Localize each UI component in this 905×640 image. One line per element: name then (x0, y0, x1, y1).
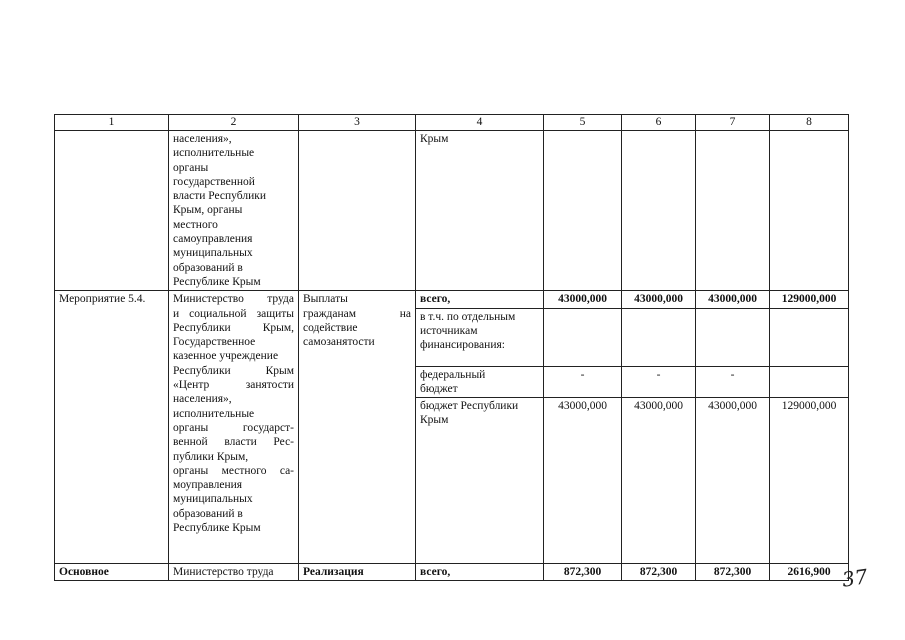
sources-value-8 (770, 308, 849, 366)
cont-col8 (770, 131, 849, 291)
cont-col7 (696, 131, 770, 291)
cont-exec-line: власти Республики (173, 190, 266, 203)
federal-value-7: - (696, 366, 770, 398)
regional-value-6: 43000,000 (622, 398, 696, 564)
budget-table (54, 114, 849, 581)
exec-line: органы государст- (173, 421, 294, 434)
cont-exec-line: населения», (173, 133, 232, 145)
federal-label (416, 366, 544, 398)
exec-line: образований в (173, 507, 243, 520)
main-value-6: 872,300 (622, 564, 696, 581)
federal-value-5: - (544, 366, 622, 398)
sources-line: финансирования: (420, 339, 505, 352)
desc-line: Выплаты (303, 293, 348, 306)
cont-col6 (622, 131, 696, 291)
exec-line: муниципальных (173, 493, 253, 506)
regional-value-7: 43000,000 (696, 398, 770, 564)
exec-line: населения», (173, 393, 232, 406)
total-value-8: 129000,000 (770, 291, 849, 308)
desc-line: самозанятости (303, 336, 375, 349)
main-value-7: 872,300 (696, 564, 770, 581)
exec-line: и социальной защиты (173, 307, 294, 320)
header-col-2: 2 (169, 115, 299, 131)
header-col-1: 1 (55, 115, 169, 131)
regional-label (416, 398, 544, 564)
exec-line: исполнительные (173, 407, 255, 420)
main-total-label: всего, (416, 564, 544, 581)
cont-exec-line: Республике Крым (173, 275, 261, 288)
cont-exec-line: муниципальных (173, 247, 253, 260)
exec-line: Республике Крым (173, 522, 261, 535)
exec-line: публики Крым, (173, 450, 249, 463)
federal-line: федеральный (420, 368, 486, 381)
regional-value-8: 129000,000 (770, 398, 849, 564)
activity-5-4-name: Мероприятие 5.4. (55, 291, 169, 564)
exec-line: моуправления (173, 479, 243, 492)
header-col-4: 4 (416, 115, 544, 131)
sources-line: в т.ч. по отдельным (420, 310, 516, 323)
cont-exec-line: местного (173, 218, 218, 231)
cont-executors (169, 131, 299, 291)
page-number: 37 (840, 564, 869, 592)
main-activity-description: Реализация (299, 564, 416, 581)
header-row (55, 115, 849, 131)
main-value-5: 872,300 (544, 564, 622, 581)
sources-label (416, 308, 544, 366)
exec-line: Государственное (173, 336, 256, 349)
exec-line: Министерство труда (173, 293, 294, 306)
exec-line: казенное учреждение (173, 350, 279, 363)
activity-5-4-executors (169, 291, 299, 564)
cont-exec-line: самоуправления (173, 233, 253, 246)
cont-exec-line: Крым, органы (173, 204, 243, 217)
header-col-3: 3 (299, 115, 416, 131)
exec-line: органы местного са- (173, 464, 294, 477)
exec-line: «Центр занятости (173, 379, 294, 392)
cont-exec-line: исполнительные (173, 147, 255, 160)
main-activity-executor: Министерство труда (169, 564, 299, 581)
total-value-7: 43000,000 (696, 291, 770, 308)
cont-col3 (299, 131, 416, 291)
header-col-5: 5 (544, 115, 622, 131)
activity-5-4-description (299, 291, 416, 564)
main-value-8: 2616,900 (770, 564, 849, 581)
main-activity-row (55, 564, 849, 581)
header-col-8: 8 (770, 115, 849, 131)
federal-value-6: - (622, 366, 696, 398)
exec-line: Республики Крым, (173, 321, 294, 334)
sources-line: источникам (420, 324, 478, 337)
header-col-6: 6 (622, 115, 696, 131)
cont-exec-line: государственной (173, 175, 255, 188)
exec-line: Республики Крым (173, 364, 294, 377)
regional-line: Крым (420, 414, 449, 427)
federal-value-8 (770, 366, 849, 398)
sources-value-5 (544, 308, 622, 366)
cont-col5 (544, 131, 622, 291)
regional-line: бюджет Республики (420, 400, 519, 413)
total-value-5: 43000,000 (544, 291, 622, 308)
cont-exec-line: органы (173, 161, 209, 174)
federal-line: бюджет (420, 382, 458, 395)
total-label: всего, (416, 291, 544, 308)
main-activity-name: Основное (55, 564, 169, 581)
sources-value-7 (696, 308, 770, 366)
total-value-6: 43000,000 (622, 291, 696, 308)
sources-value-6 (622, 308, 696, 366)
regional-value-5: 43000,000 (544, 398, 622, 564)
cont-col1 (55, 131, 169, 291)
exec-line: венной власти Рес- (173, 436, 294, 449)
activity-5-4-total-row (55, 291, 849, 308)
continuation-row (55, 131, 849, 291)
cont-exec-line: образований в (173, 261, 243, 274)
desc-line: гражданам на (303, 307, 411, 320)
header-col-7: 7 (696, 115, 770, 131)
cont-source: Крым (416, 131, 544, 291)
desc-line: содействие (303, 321, 358, 334)
